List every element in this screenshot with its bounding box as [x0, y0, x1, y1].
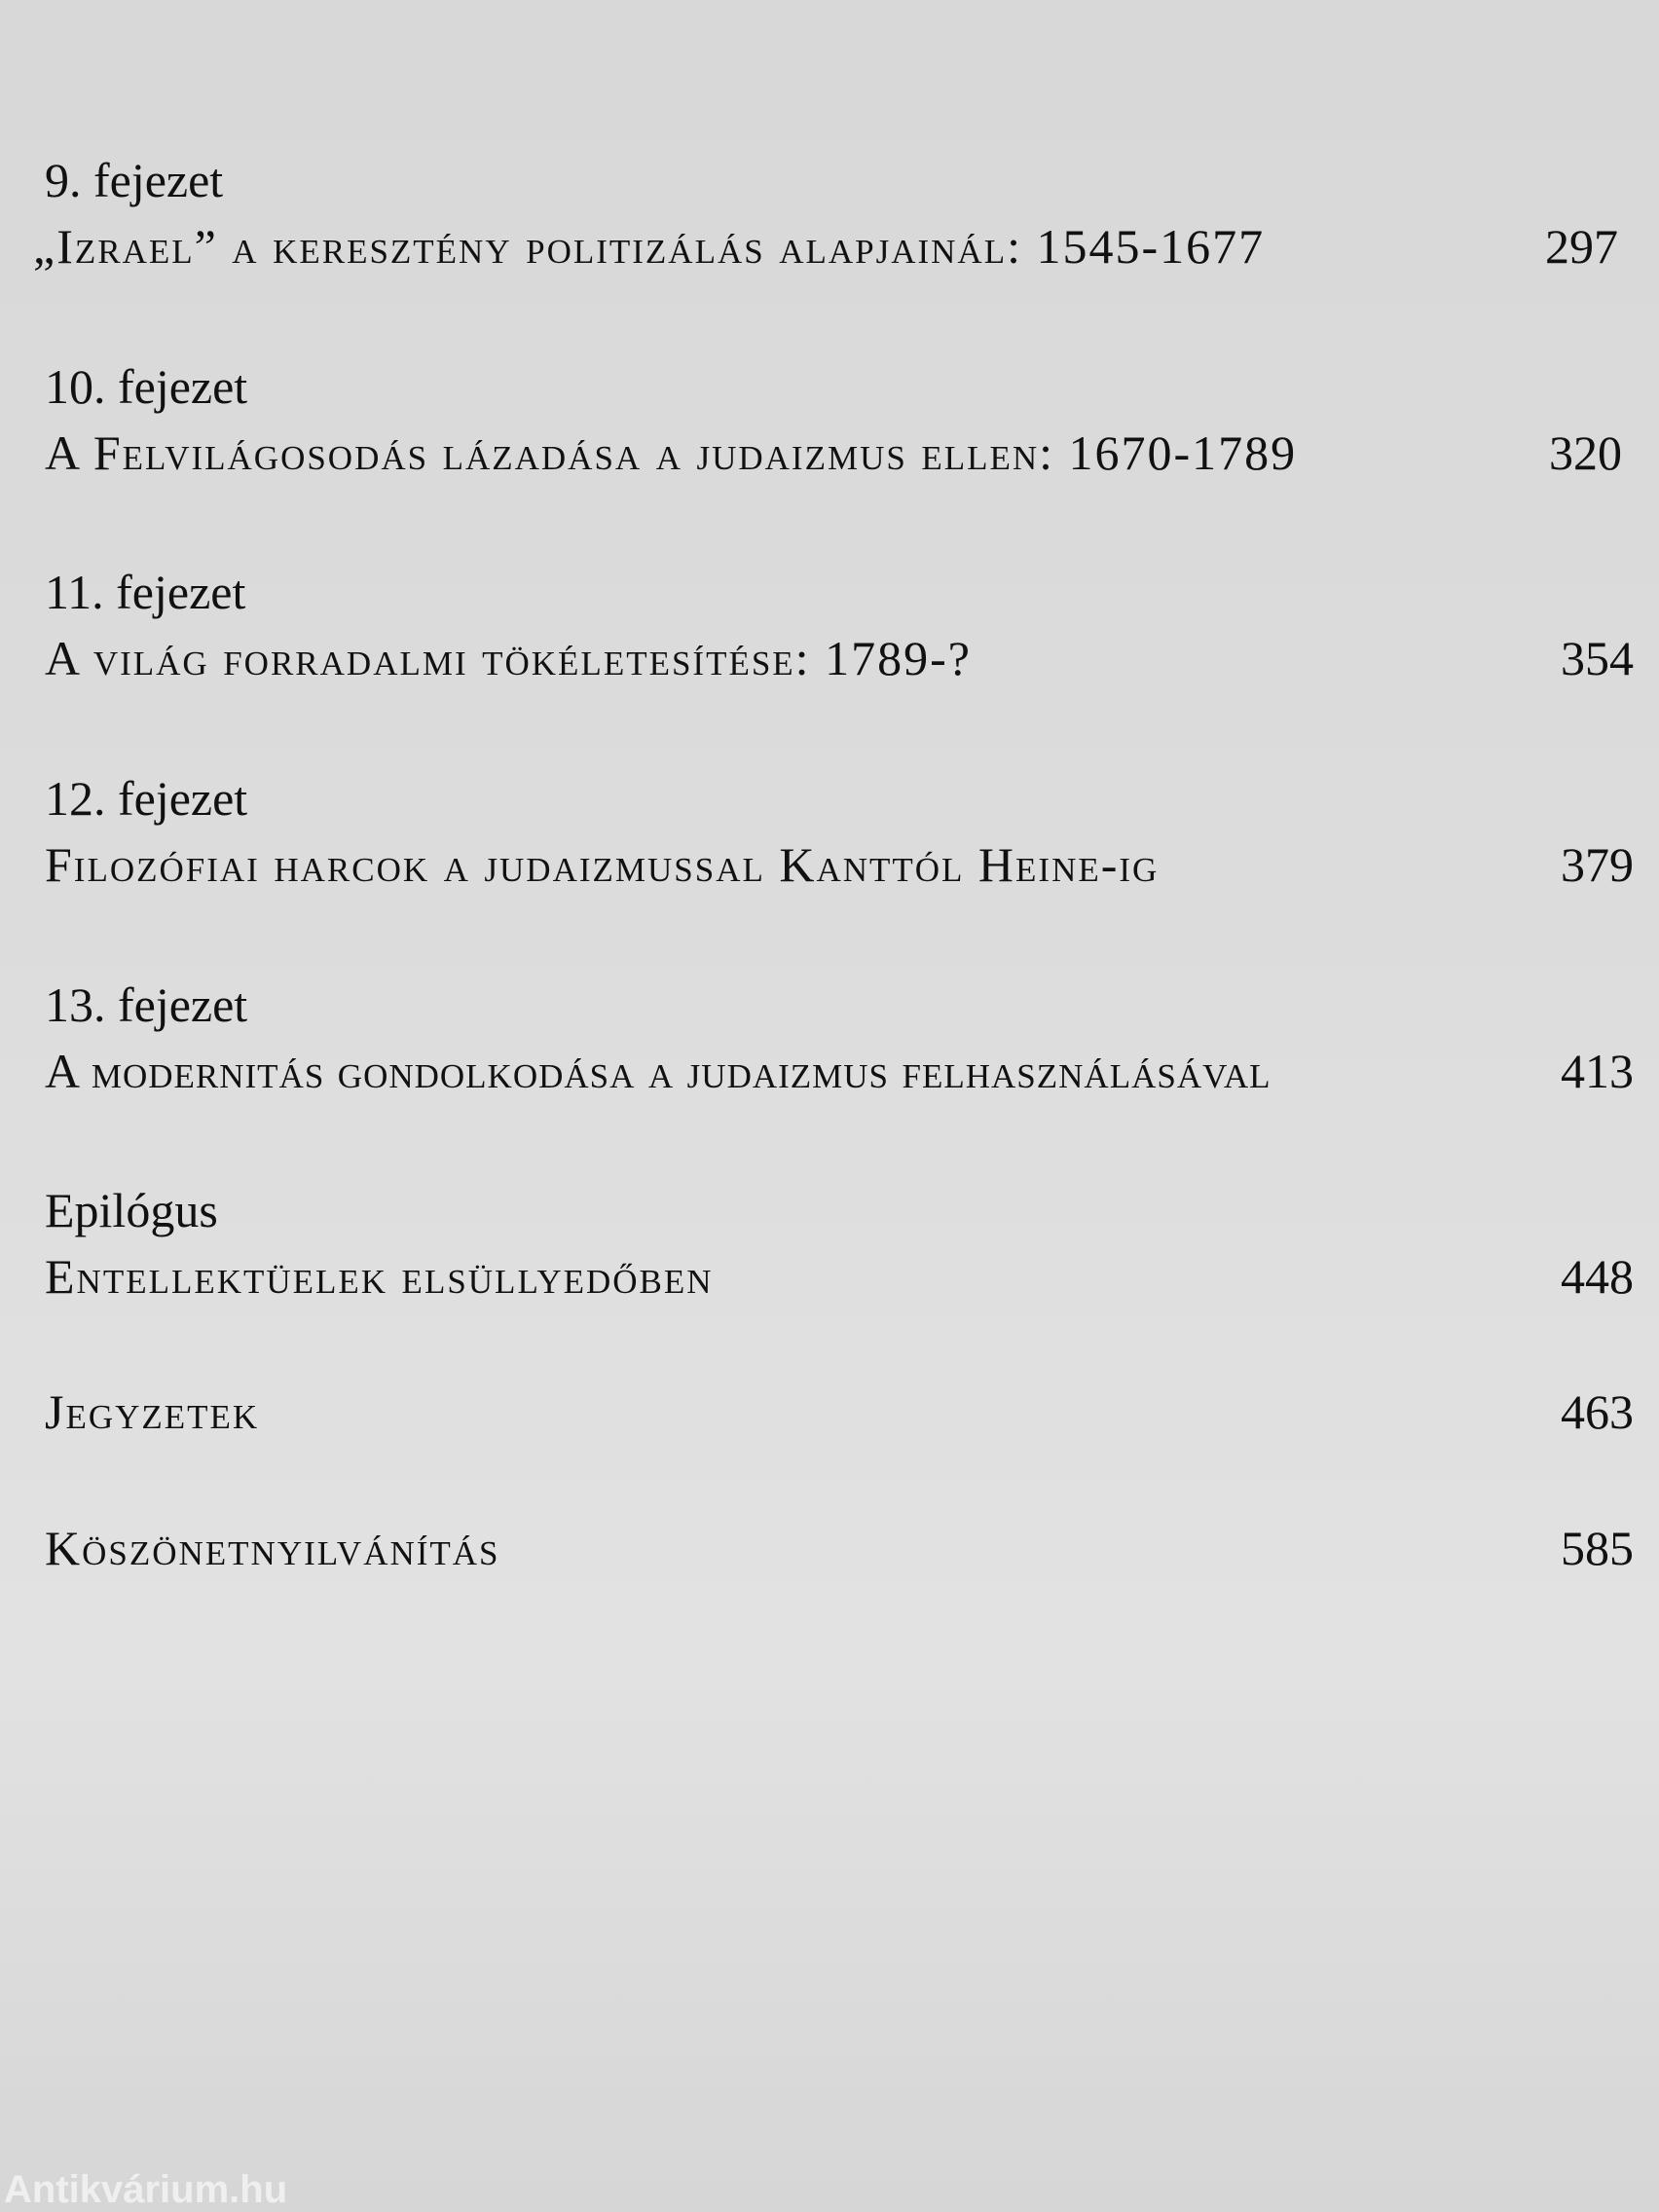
toc-entry-notes [45, 1382, 1634, 1441]
entry-title: „Izrael” a keresztény politizálás alapjainál: 1545-1677 [33, 219, 1266, 274]
toc-entry-chapter-13 [45, 976, 1634, 1100]
page-number: 320 [1549, 425, 1622, 480]
page-number: 354 [1561, 631, 1634, 685]
chapter-label: 9. fejezet [45, 153, 224, 207]
chapter-label: Epilógus [45, 1183, 218, 1237]
page-number: 297 [1545, 219, 1618, 274]
toc-entry-chapter-11 [45, 563, 1634, 687]
chapter-label: 13. fejezet [45, 977, 248, 1032]
chapter-label: 11. fejezet [45, 565, 246, 619]
toc-entry-epilogue [45, 1181, 1634, 1306]
entry-title: Entellektüelek elsüllyedőben [45, 1249, 714, 1304]
watermark: Antikvárium.hu [4, 2168, 288, 2211]
page-number: 413 [1561, 1044, 1634, 1098]
entry-line [45, 1519, 1634, 1577]
entry-title: A modernitás gondolkodása a judaizmus felhasználásával [45, 1044, 1272, 1098]
toc-entry-chapter-10 [45, 357, 1634, 482]
entry-line [33, 217, 1634, 276]
page-number: 463 [1561, 1384, 1634, 1439]
entry-title: Köszönetnyilvánítás [45, 1521, 500, 1575]
page-number: 379 [1561, 837, 1634, 892]
entry-title: Filozófiai harcok a judaizmussal Kanttól Heine-ig [45, 837, 1160, 892]
entry-line [45, 1042, 1634, 1100]
entry-line [45, 629, 1634, 687]
chapter-label: 12. fejezet [45, 771, 248, 826]
toc-entry-chapter-9 [33, 151, 1634, 276]
page-number: 585 [1561, 1521, 1634, 1575]
entry-line [45, 835, 1634, 894]
entry-title: A Felvilágosodás lázadása a judaizmus ellen: 1670-1789 [45, 425, 1298, 480]
entry-title: Jegyzetek [45, 1384, 260, 1439]
entry-line [45, 424, 1634, 482]
chapter-label: 10. fejezet [45, 359, 248, 414]
entry-line [45, 1247, 1634, 1306]
entry-title: A világ forradalmi tökéletesítése: 1789-? [45, 631, 972, 685]
page-number: 448 [1561, 1249, 1634, 1304]
entry-line [45, 1382, 1634, 1441]
toc-entry-acknowledgements [45, 1519, 1634, 1577]
toc-entry-chapter-12 [45, 769, 1634, 894]
